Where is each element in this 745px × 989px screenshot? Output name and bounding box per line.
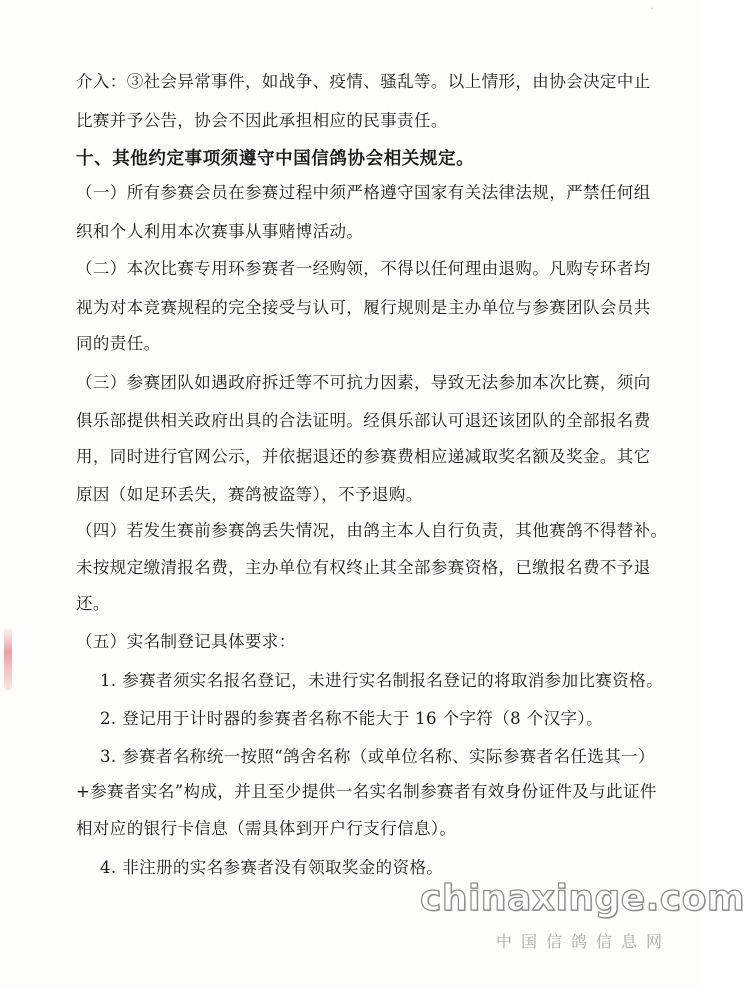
scan-mark: · <box>650 4 654 15</box>
text-line: 俱乐部提供相关政府出具的合法证明。经俱乐部认可退还该团队的全部报名费 <box>76 411 651 430</box>
text-line: （二）本次比赛专用环参赛者一经购领，不得以任何理由退购。凡购专环者均 <box>76 259 651 278</box>
list-item: 3. 参赛者名称统一按照“鸽舍名称（或单位名称、实际参赛者名任选其一） <box>100 747 655 766</box>
text-line: 用，同时进行官网公示，并依据退还的参赛费相应递减取奖名额及奖金。其它 <box>76 447 651 466</box>
watermark-subtitle: 中国信鸽信息网 <box>496 932 672 951</box>
text-line: （四）若发生赛前参赛鸽丢失情况，由鸽主本人自行负责，其他赛鸽不得替补。 <box>76 521 668 540</box>
list-item-continuation: +参赛者实名”构成，并且至少提供一名实名制参赛者有效身份证件及与此证件 <box>76 782 657 801</box>
list-item: 2. 登记用于计时器的参赛者名称不能大于 16 个字符（8 个汉字）。 <box>100 709 603 728</box>
text-line: 还。 <box>76 594 110 613</box>
text-line: 原因（如足环丢失，赛鸽被盗等），不予退购。 <box>76 485 423 504</box>
text-line: （三）参赛团队如遇政府拆迁等不可抗力因素，导致无法参加本次比赛，须向 <box>76 373 651 392</box>
watermark-brand: chinaxinge.com <box>420 878 745 919</box>
list-item: 4. 非注册的实名参赛者没有领取奖金的资格。 <box>100 858 444 877</box>
text-line: 织和个人利用本次赛事从事赌博活动。 <box>76 222 364 241</box>
text-line: 比赛并予公告，协会不因此承担相应的民事责任。 <box>76 111 448 130</box>
text-line: 同的责任。 <box>76 334 161 353</box>
margin-stain <box>4 626 12 690</box>
list-item: 1. 参赛者须实名报名登记，未进行实名制报名登记的将取消参加比赛资格。 <box>100 671 663 690</box>
list-item-continuation: 相对应的银行卡信息（需具体到开户行支行信息）。 <box>76 819 457 838</box>
text-line: 介入：③社会异常事件，如战争、疫情、骚乱等。以上情形，由协会决定中止 <box>76 72 651 91</box>
text-line: （一）所有参赛会员在参赛过程中须严格遵守国家有关法律法规，严禁任何组 <box>76 183 651 202</box>
subsection-label: （五）实名制登记具体要求： <box>76 632 296 651</box>
section-heading: 十、其他约定事项须遵守中国信鸽协会相关规定。 <box>76 149 475 169</box>
text-line: 未按规定缴清报名费，主办单位有权终止其全部参赛资格，已缴报名费不予退 <box>76 558 651 577</box>
text-line: 视为对本竞赛规程的完全接受与认可，履行规则是主办单位与参赛团队会员共 <box>76 298 651 317</box>
